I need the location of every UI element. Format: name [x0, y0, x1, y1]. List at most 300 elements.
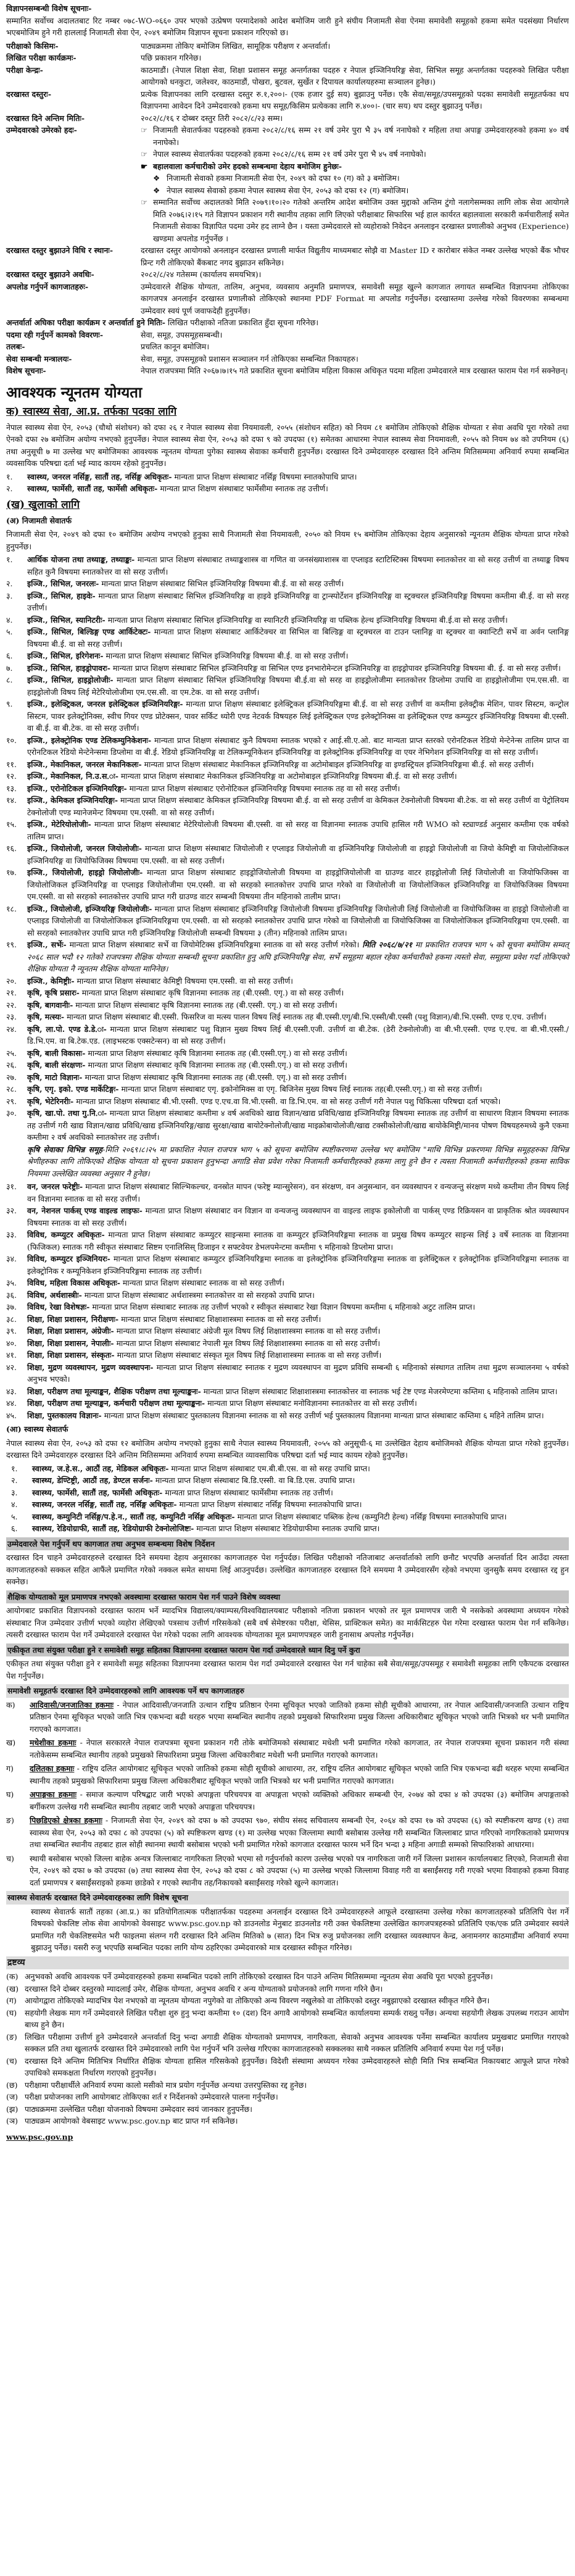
item-body — [32, 1511, 569, 1523]
qualification-item — [6, 999, 569, 1012]
qualification-item — [6, 1011, 569, 1023]
item-description: मान्यता प्राप्त शिक्षण संस्थाबाट बी.एस्सी. फिसरिज वा मत्स्य पालन विषय लिई स्नातक तह बी.एस्सी.एगृ/बी.भि.एस्सी/बी.एस्सी (पशु विज्ञान)/बी.भि.एस्सी. एण्ड ए.एच. उत्तीर्ण। — [67, 1012, 547, 1021]
notice-intro: सम्मानित सर्वोच्च अदालतबाट रिट नम्बर ०७८-WO-०६६० उपर भएको उत्प्रेषण परमादेशको आदेश बमोजिम जारी हुने संघीय निजामती सेवा ऐनमा समावेशी समूहको हकमा समेत पदसंख्या निर्धारण भएबमोजिम हुने गरी हाललाई निजामती सेवा ऐन, २०४९ बमोजिम विज्ञापन सूचना प्रकाशन गरिएको छ। — [6, 15, 569, 37]
item-title: इञ्जि., सिभिल, हाइड्रोपावरः- — [27, 663, 110, 673]
notice-fields-2 — [6, 244, 569, 317]
item-title: स्वास्थ्य, फार्मेसी, सातौं तह, फार्मेसी अधिकृतः- — [27, 484, 158, 493]
field-label: परीक्षाको किसिमः- — [6, 41, 59, 51]
item-body — [27, 578, 569, 590]
item-description: - नेपाल आदिवासी/जनजाति उत्थान राष्ट्रिय प्रतिष्ठान ऐनमा सूचिकृत भएको जातिको हकमा सोही सूचीको आधारमा, तर नेपाल आदिवासी/जनजाति उत्थान राष्ट्रिय प्रतिष्ठान ऐनमा सूचिकृत भएको जाति भित्र एकभन्दा बढी थरहरु भएमा सम्बन्धित स्थानीय तहको प्रमुखको सिफारिशमा प्रमुख जिल्ला अधिकारीबाट सूचिकृत भएको जाति भित्रको थर भनी प्रमाणित गराएको कागजात। — [30, 1700, 569, 1734]
age-sub-list — [153, 172, 569, 196]
field-label: दरखास्त दस्तुर बुझाउने विधि र स्थानः- — [6, 246, 114, 255]
item-number: १. — [6, 555, 13, 564]
item-number: १५. — [6, 820, 17, 829]
item-number: १४. — [6, 796, 17, 805]
item-description: मान्यता प्राप्त शिक्षण संस्थाबाट संस्कृत मूल विषय लिई शिक्षाशास्त्रमा स्नातक वा सो सरह उत्तीर्ण। — [117, 1350, 382, 1360]
pointing-hand-icon: ☞ — [141, 125, 148, 135]
qualification-item — [6, 674, 569, 698]
qualification-item — [6, 1763, 569, 1787]
item-title: विविध, कम्प्युटर अधिकृतः- — [27, 1230, 105, 1239]
qualification-item — [11, 1498, 569, 1511]
note-label: (ज) — [6, 2092, 19, 2101]
item-title: आदिवासी/जनजातिका हकमाः — [30, 1700, 114, 1710]
note-item — [6, 2115, 569, 2127]
field-value: सेवा, समूह, उपसमूहसम्बन्धी। — [141, 330, 223, 339]
item-number: २. — [11, 1476, 18, 1485]
item-number: २५. — [6, 1048, 17, 1058]
item-title: इञ्जि., सिभिल, बिल्डिङ्ग एण्ड आर्किटेक्टः- — [27, 627, 151, 636]
item-body — [27, 999, 569, 1012]
field-label: लिखित परीक्षा कार्यक्रमः- — [6, 53, 77, 62]
qualification-item — [6, 1397, 569, 1410]
item-description: - समाज कल्याण परिषद्बाट जारी भएको अपाङ्गता परिचयपत्र वा अपाङ्गता भएको व्यक्तिको अधिकार सम्बन्धी ऐन, २०७४ को दफा ४ को उपदफा (३) बमोजिम अपाङ्गताको बर्गीकरण उल्लेख गरी सम्बन्धित स्थानीय तहबाट जारी भएको अपाङ्गता परिचयपत्र। — [30, 1790, 569, 1811]
item-body — [30, 1699, 569, 1735]
note-item — [6, 2007, 569, 2031]
item-number: ४३. — [6, 1386, 17, 1396]
item-title: वन, नेशनल पार्कस् एण्ड वाइल्ड लाइफः- — [27, 1206, 143, 1215]
item-description: मान्यता प्राप्त शिक्षण संस्थाबाट कम्प्युटर इञ्जिनियरिङ्गमा स्नातक वा इलेक्ट्रोनिक इञ्जिनियरिङ्गमा स्नातक वा इलेक्ट्रिकल र इलेक्ट्रोनिक इञ्जिनियरिङ्गमा स्नातक वा इलेक्ट्रोनिक र कम्यूनिकेशन इञ्जिनियरिङ्गमा स्नातक तह उत्तीर्ण। — [27, 1254, 569, 1276]
age-limit-label: उम्मेदवारको उमेरको हदः- — [6, 125, 77, 135]
item-number: ३६. — [6, 1290, 17, 1300]
item-description: मान्यता प्राप्त शिक्षण संस्थाबाट बि.डि.एस्सी. वा बि.डि.एस. उपाधि प्राप्त। — [155, 1476, 355, 1485]
note-item — [6, 2103, 569, 2116]
qualification-item — [6, 783, 569, 795]
item-number: २७. — [6, 1072, 17, 1082]
item-title: कृषि, बाली विकासः- — [27, 1048, 86, 1058]
psc-website-link[interactable]: www.psc.gov.np — [6, 2132, 73, 2142]
item-description: मान्यता प्राप्त शिक्षण संस्थाबाट कम्तीमा ४ वर्ष अवधिको खाद्य विज्ञान/खाद्य प्रविधि/खाद्य इञ्जिनियरिङ्ग विषयमा स्नातक तह उत्तीर्ण वा साधारण विज्ञान विषयमा स्नातक तह उत्तीर्ण गरी खाद्य विज्ञान/खाद्य प्रविधि/खाद्य इञ्जिनियरिङ्ग/खाद्य सुरक्षा/खाद्य बायोटेक्नोलोजी/खाद्य माइक्रोबायोलोजी/खाद्य टक्सीकोलोजी/खाद्य बायोकेमिष्ट्री/मानव पोषण विषयहरुमध्ये कुनै एकमा कम्तीमा २ वर्ष अवधिको स्नातकोत्तर तह उत्तीर्ण। — [27, 1108, 569, 1142]
item-number: ३४. — [6, 1254, 17, 1263]
notice-field-row — [6, 52, 569, 64]
item-description: मान्यता प्राप्त शिक्षण संस्थाबाट शिक्षाशास्त्रमा स्नातक वा सो सरह उत्तीर्ण। — [121, 1314, 321, 1324]
qualification-item — [6, 975, 569, 987]
item-title: विविध, महिला विकास अधिकृतः- — [27, 1278, 120, 1287]
item-title: शिक्षा, परीक्षण तथा मूल्याङ्कन, कर्मचारी परीक्षण तथा मूल्याङ्कनः- — [27, 1398, 205, 1408]
note-label: (ङ) — [6, 2032, 17, 2042]
note-text: पाठ्यक्रममा उल्लेखित परीक्षा योजनाको विषयमा उम्मेदवार स्वयं जानकार हुनुपर्नेछ। — [25, 2104, 252, 2114]
item-number: ५. — [6, 627, 13, 636]
item-body — [27, 1083, 569, 1095]
item-number: ३१. — [6, 1182, 17, 1191]
item-description: मान्यता प्राप्त शिक्षण संस्थाबाट अंग्रेजी मूल विषय लिई शिक्षाशास्त्रमा स्नातक वा सो सरह उत्तीर्ण। — [116, 1326, 381, 1336]
qualification-item — [6, 1059, 569, 1071]
item-title: विविध, कम्प्युटर इञ्जिनियरः- — [27, 1254, 110, 1263]
item-title: इञ्जि., केमिकल इञ्जिनियरिङ्गः- — [27, 796, 118, 805]
item-title: इञ्जि., मेटेरियोलोजीः- — [27, 820, 91, 829]
item-title: स्वास्थ्य, रेडियोग्राफी, सातौं तह, रेडियोग्राफी टेक्नोलोजिष्टः- — [32, 1524, 194, 1533]
item-number: ३३. — [6, 1230, 17, 1239]
item-description: मान्यता प्राप्त शिक्षण संस्थाबाट इञ्जिनियरिङ्ग जियोलोजी विषयमा इञ्जिनियरिङ्ग जियोलोजी लिई जियोलोजी वा जियोफिजिक्स वा हाइड्रो जियोलोजी वा एप्लाइड जियोलोजी वा जियोलोजिकल इञ्जिनियरिङ्गमा एम.एस्सी. वा सो सरहको स्नातकोत्तर उपाधि प्राप्त गरेको वा जियोलोजी वा जियोफिजिक्स वा जियोलोजिकल इञ्जिनियरिङ्गमा एम.एस्सी. वा सो सरहको स्नातकोत्तर उपाधि प्राप्त गरी इञ्जिनियरिङ्ग जियोलोजी सम्बन्धी विषयमा ३ (तीन) महिनाको तालिम प्राप्त। — [27, 904, 569, 937]
qualification-item — [6, 1361, 569, 1386]
notes-heading: द्रष्टव्य — [6, 1956, 569, 1970]
note-label: (घ) — [6, 2008, 17, 2017]
note-text: दरखास्त दिने अन्तिम मितिभित्र निर्धारित शैक्षिक योग्यता हासिल गरिसकेको हुनुपर्नेछ। विदेशी संस्थामा अध्ययन गरेका उम्मेदवारहरुले सोही मिति भित्र सम्बन्धित निकायबाट आफूले प्राप्त गरेको उपाधिको समकक्षता निर्धारण गराएको हुनुपर्नेछ। — [25, 2056, 569, 2077]
notice-field-row — [6, 341, 569, 353]
item-description: मान्यता प्राप्त शिक्षण संस्थाबाट एम.बी.बी.एस. वा सो सरह उपाधि प्राप्त। — [171, 1463, 370, 1473]
field-label: विशेष सूचनाः- — [6, 366, 46, 375]
item-body — [27, 866, 569, 903]
qualification-item — [6, 1095, 569, 1108]
notice-field-row — [6, 281, 569, 317]
qualification-item — [6, 698, 569, 734]
item-number: १७. — [6, 868, 17, 877]
section-ka-heading: क) स्वास्थ्य सेवा, आ.प्र. तर्फका पदका लागि — [6, 405, 177, 418]
notice-title: विज्ञापनसम्बन्धी विशेष सूचनाः- — [6, 4, 92, 13]
item-description: मान्यता प्राप्त शिक्षण संस्थाबाट एरोनोटिकल इञ्जिनियरिङ्ग विषयमा स्नातक तह वा सो सरह उत्तीर्ण। — [129, 783, 400, 793]
item-description: मान्यता प्राप्त शिक्षण संस्थाबाट मेकानिकल इञ्जिनियरिङ्ग वा अटोमोबाइल इञ्जिनियरिङ्ग वा इण्डस्ट्रियल इञ्जिनियरिङ्गमा बी.ई. सो सरह उत्तीर्ण। — [144, 759, 534, 769]
note-label: (च) — [6, 2056, 17, 2066]
item-body — [27, 1397, 569, 1410]
item-title: इञ्जि., जियोलोजी, इञ्जियरिङ्ग जियोलोजीः- — [27, 904, 152, 913]
item-note-title: मिति २०६८/७/२१ — [362, 940, 413, 949]
qualification-heading: आवश्यक न्यूनतम योग्यता — [6, 383, 143, 401]
item-number: च) — [6, 1853, 14, 1863]
item-number: ६. — [6, 651, 13, 660]
field-label: अपलोड गर्नुपर्ने कागजातहरुः- — [6, 281, 89, 291]
item-number: ४१. — [6, 1350, 17, 1360]
qualification-item — [6, 1071, 569, 1084]
item-number: ३५. — [6, 1278, 17, 1287]
item-title: कृषि, ला.पो. एण्ड डे.डे.ः- — [27, 1024, 107, 1034]
item-body — [27, 1313, 569, 1326]
notes-list — [6, 1971, 569, 2127]
item-body — [27, 1277, 569, 1289]
item-number: ९. — [6, 699, 13, 708]
item-title: स्वास्थ्य, फार्मेसी, सातौं तह, फार्मेसी अधिकृतः- — [32, 1487, 163, 1497]
item-title: इञ्जि., सिभिल, स्यानिटरीः- — [27, 615, 105, 625]
item-number: ११. — [6, 759, 17, 769]
qualification-item — [6, 1337, 569, 1350]
qualification-item — [6, 734, 569, 758]
note-item — [6, 2079, 569, 2092]
section-kha-heading: (ख) खुलाको लागि — [6, 498, 80, 511]
item-body — [27, 758, 569, 771]
item-number: ३९. — [6, 1326, 17, 1336]
item-number: २१. — [6, 988, 17, 997]
item-body — [30, 1737, 569, 1761]
item-title: शिक्षा, पुस्तकालय विज्ञानः- — [27, 1410, 102, 1420]
item-body — [32, 1474, 569, 1487]
item-description: मान्यता प्राप्त शिक्षण संस्थाबाट आर्किटेक्चर वा सिभिल वा बिल्डिङ्ग वा स्ट्रक्चरल वा टाउन प्लानिङ्ग वा स्ट्रक्चर वा क्वान्टिटी सर्भे वा अर्वन प्लानिङ्ग विषयमा बी.ई. वा सो सरह उत्तीर्ण। — [27, 627, 569, 649]
item-number: ख) — [6, 1738, 16, 1747]
item-description: मान्यता प्राप्त शिक्षण संस्थाबाट कम्प्युटर साइन्समा स्नातक वा कम्प्युटर इञ्जिनियरिङ्गमा स्नातक वा प्रमुख विषय कम्प्युटर साइन्स लिई ३ वर्षे स्नातक वा विज्ञानमा (फिजिकल) स्नातक गरी स्वीकृत संस्थाबाट सिष्टम एनालिसिस् डिजाइन र सफ्टवेयर डेभलपमेन्टमा कम्तीमा ९ महिनाको डिप्लोमा प्राप्त। — [27, 1230, 569, 1252]
item-description: मान्यता प्राप्त शिक्षण संस्थाबाट कृषि विज्ञानमा स्नातक तह (बी.एस्सी. एगृ.) वा सो सरह उत्तीर्ण। — [75, 1000, 337, 1010]
item-title: स्वास्थ्य, जनरल नर्सिङ्ग, सातौं तह, नर्सिङ्ग अधिकृतः- — [27, 472, 172, 481]
item-title: शिक्षा, शिक्षा प्रशासन, निरीक्षणः- — [27, 1314, 119, 1324]
item-title: इञ्जि., जियोलोजी, हाइड्रो जियोलोजीः- — [27, 868, 143, 877]
qualification-item — [6, 1229, 569, 1253]
item-body — [27, 1205, 569, 1229]
item-description: मान्यता प्राप्त शिक्षण संस्थाबाट सिभिल इञ्जिनियरिङ्ग विषयमा बी.ई. वा सो सरह उत्तीर्ण। — [105, 651, 349, 660]
item-body — [27, 554, 569, 578]
item-description: मान्यता प्राप्त शिक्षण संस्थाबाट कुनै विषयमा स्नातक भएको र आई.सी.ए.ओ. बाट मान्यता प्राप्त स्तरको एरोनटिकल रेडियो मेन्टेनेन्स तालिम प्राप्त वा एरोनटिकल रेडियो मेन्टेनेन्समा डिप्लोमा वा बी.ई. रेडियो इञ्जिनियरिङ्ग वा टेलिकम्यूनिकेशन इञ्जिनियरिङ्ग वा इलेक्ट्रोनिक इञ्जिनियरिङ्ग वा एयर नेभिगेशन इञ्जिनियरिङ्ग वा सो सरह उत्तीर्ण। — [27, 735, 569, 757]
item-number: ३७. — [6, 1302, 17, 1311]
item-description: मान्यता प्राप्त शिक्षण संस्थाबाट मनोविज्ञानमा स्नातकोत्तर वा सो सरह उत्तीर्ण। — [207, 1398, 417, 1408]
health-notice-heading: स्वास्थ्य सेवातर्फ दरखास्त दिने उम्मेदवारहरुका लागि विशेष सूचना — [6, 1891, 569, 1905]
item-body — [32, 1523, 569, 1535]
qualification-item — [6, 1789, 569, 1813]
item-description: मान्यता प्राप्त शिक्षण संस्थाबाट शिक्षाशास्त्रमा स्नातकोत्तर वा स्नातक भई टेष्ट एण्ड मेजरमेण्टमा कम्तिमा ६ महिनाको तालिम प्राप्त। — [203, 1386, 558, 1396]
field-value: पाठ्यक्रममा तोकिए बमोजिम लिखित, सामूहिक परीक्षण र अन्तर्वार्ता। — [141, 41, 331, 51]
item-number: ङ) — [6, 1816, 14, 1825]
item-body — [27, 1253, 569, 1277]
note-item — [6, 1971, 569, 1983]
field-label: तलबः- — [6, 342, 25, 351]
qualification-item — [11, 1487, 569, 1499]
field-value: उम्मेदवारले शैक्षिक योग्यता, तालिम, अनुभव, व्यवसाय अनुमति प्रमाणपत्र, समावेशी समूह खुल्ने कागजात लगायत सम्बन्धित विज्ञापनमा तोकिएका कागजपत्र अनलाईन दरखास्त प्रणालीको तोकिएको स्थानमा PDF Format मा अपलोड गर्नुपर्नेछ। दरखास्तमा उल्लेख गरेको विवरणका सम्बन्धमा उम्मेदवार स्वयं पूर्ण जवाफदेही हुनुपर्नेछ। — [141, 281, 569, 315]
note-label: (छ) — [6, 2080, 18, 2090]
qualification-item — [6, 614, 569, 626]
item-description: - नेपाल सरकारले नेपाल राजपत्रमा सूचना प्रकाशन गरी तोके बमोजिमको संस्थाबाट मधेशी भनी प्रमाणित गरेको कागजात, तर नेपाल राजपत्रमा सूचना प्रकाशन गरी संस्था नतोकेसम्म सम्बन्धित स्थानीय तहको प्रमुखको सिफारिशमा प्रमुख जिल्ला अधिकारीबाट मधेशी भनी प्रमाणित गराएको कागजात। — [30, 1738, 569, 1760]
item-title: इञ्जि., इलेक्ट्रोनिक एण्ड टेलिकम्युनिकेशनः- — [27, 735, 152, 745]
item-body — [27, 1325, 569, 1337]
note-label: (ञ) — [6, 2116, 19, 2125]
qualification-item — [6, 1253, 569, 1277]
qualification-item — [6, 1325, 569, 1337]
age-bullet: ☞ नेपाल स्वास्थ्य सेवातर्फका पदहरुको हकमा २०८२/८/१६ सम्म २१ वर्ष उमेर पुरा भै ४५ वर्ष ननाघेको। — [141, 148, 569, 160]
field-value: सेवा, समूह, उपसमूहको प्रशासन सञ्चालन गर्न तोकिएका सम्बन्धित निकायहरु। — [141, 354, 358, 364]
item-body — [27, 1386, 569, 1398]
item-number: क) — [6, 1700, 15, 1710]
note-label: (ख) — [6, 1984, 19, 1993]
item-body — [27, 674, 569, 698]
item-number: ३८. — [6, 1314, 17, 1324]
note-text: पाठ्यक्रम आयोगको वेबसाइट www.psc.gov.np बाट प्राप्त गर्न सकिनेछ। — [25, 2116, 238, 2125]
qualification-item — [6, 1301, 569, 1313]
item-body — [30, 1789, 569, 1813]
qualification-item — [6, 662, 569, 675]
qualification-item — [11, 1523, 569, 1535]
item-title: स्वास्थ्य, जनरल नर्सिङ्ग, सातौं तह, नर्सिङ्ग अधिकृतः- — [32, 1500, 177, 1509]
item-title: अपाङ्गका हकमाः — [30, 1790, 77, 1799]
qualification-item — [6, 471, 569, 483]
item-title: स्वास्थ्य, कम्युनिटी नर्सिङ्ग/प.हे.न., सातौं तह, कम्युनिटी नर्सिङ्ग अधिकृतः- — [32, 1511, 235, 1521]
item-description: मान्यता प्राप्त शिक्षण संस्थाबाट स्नातक वा सो सरह उत्तीर्ण। — [122, 1278, 284, 1287]
item-title: इञ्जि., जियोलोजी, जनरल जियोलोजीः- — [27, 844, 142, 853]
item-number: ४४. — [6, 1398, 17, 1408]
item-title: कृषि, मत्स्यः- — [27, 1012, 65, 1021]
field-label: दरखास्त दस्तुरः- — [6, 89, 52, 99]
notice-fields — [6, 40, 569, 125]
item-title: शिक्षा, मुद्रण व्यवस्थापन, मुद्रण व्यवस्थापनः- — [27, 1362, 154, 1372]
field-value: नेपाल राजपत्रमा मिति २०६७।७।१५ गते प्रकाशित सूचना बमोजिम महिला विकास अधिकृत पदमा महिला उम्मेदवारले मात्र दरखास्त फाराम पेश गर्न सक्नेछन्। — [141, 366, 568, 375]
item-number: १६. — [6, 844, 17, 853]
qualification-item — [6, 1107, 569, 1144]
field-value: दरखास्त दस्तुर आयोगको अनलाइन दरखास्त प्रणाली मार्फत विद्युतीय माध्यमबाट सोझै वा Master ID र कारोबार संकेत नम्बर उल्लेख भएको बैंक भौचर प्रिन्ट गरी तोकिएको बैंकबाट नगद बुझाउन सकिनेछ। — [141, 246, 569, 267]
item-body — [27, 975, 569, 987]
certificate-body: आयोगबाट प्रकाशित विज्ञापनको दरखास्त फाराम भर्ने म्यादभित्र विद्यालय/क्याम्पस/विश्वविद्यालयबाट परीक्षाको नतिजा प्रकाशन भएको तर मूल प्रमाणपत्र जारी भै नसकेको अवस्थामा अध्ययन गरेको संस्थाबाट निज उम्मेदवार उत्तीर्ण भएको व्यहोरा लेखिएको पत्रसाथ उत्तीर्ण गरिसकेको (सबै वर्ष सेमेष्टरका परीक्षा, थेसिस, प्राक्टिकल समेत) का मार्कसिटहरु पेश गरेमा दरखास्त फाराम पेश गर्न सकिनेछ। त्यसरी दरखास्त फाराम पेश गर्ने उम्मेदवारले दरखास्त पेश गरेको पदका लागि आवश्यक योग्यताका मूल प्रमाणपत्रहरु जारी हुनासाथ अपलोड गर्नुपर्नेछ। — [6, 1606, 569, 1639]
qualification-item — [11, 1474, 569, 1487]
item-title: कृषि, कृषि प्रसारः- — [27, 988, 80, 997]
health-service-heading: (आ) स्वास्थ्य सेवातर्फ — [6, 1424, 68, 1434]
item-body — [27, 483, 569, 495]
qualification-item — [11, 1463, 569, 1475]
field-label: दरखास्त दिने अन्तिम मितिः- — [6, 113, 85, 123]
item-body — [27, 1047, 569, 1060]
item-description: - राष्ट्रिय दलित आयोगबाट सूचिकृत भएको जातिको हकमा सोही सूचीको आधारमा, तर, राष्ट्रिय दलित आयोगबाट सूचिकृत भएको जाति भित्र एकभन्दा बढी थरहरु भएमा सम्बन्धित स्थानीय तहको प्रमुखको सिफारिशमा प्रमुख जिल्ला अधिकारीबाट सूचिकृत भएको जाति भित्रको थर भनी प्रमाणित गराएको कागजात। — [30, 1764, 569, 1785]
item-description: मान्यता प्राप्त शिक्षण संस्थाबाट कृषि विज्ञानमा स्नातक तह (बी.एस्सी. एगृ.) वा सो सरह उत्तीर्ण। — [85, 1072, 347, 1082]
item-number: ४०. — [6, 1338, 17, 1348]
qualification-item — [6, 1410, 569, 1422]
qualification-item — [6, 1205, 569, 1229]
item-title: इञ्जि., मेकानिकल, नि.उ.स.ः- — [27, 771, 118, 781]
note-item — [6, 2055, 569, 2079]
note-text: सहयोगी लेखक माग गर्ने उम्मेदवारले लिखित परीक्षा शुरु हुनु भन्दा कम्तीमा १० (दश) दिन अगावै आयोगको सम्बन्धित कार्यालयमा सम्पर्क राख्नु पर्नेछ। अन्यथा सहयोगी लेखक उपलब्ध गराउन आयोग बाध्य हुने छैन। — [25, 2008, 569, 2029]
note-text: परीक्षा प्रयोजनका लागि आयोगबाट तोकिएका शर्त र निर्देशनको उम्मेदवारले पालना गर्नुपर्नेछ। — [25, 2092, 278, 2101]
item-description: मान्यता प्राप्त शिक्षण संस्थाबाट सिभिल इञ्जिनियरिङ्ग वा स्यानिटरी इञ्जिनियरिङ्ग वा पब्लिक हेल्थ इञ्जिनियरिङ्ग विषयमा बी.ई.वा सो सरह उत्तीर्ण। — [107, 615, 508, 625]
agri-note: कृषि सेवाका विभिन्न समूह-मिति २०६९।८।२५ मा प्रकाशित नेपाल राजपत्र भाग ५ को सूचना बमोजिम स्पष्टीकरणमा उल्लेख भए बमोजिम "माथि विभिन्न प्रकरणमा विभिन्न समूहहरुका विभिन्न श्रेणीहरुका लागि तोकिएको शैक्षिक योग्यता यो सूचना प्रकाशन हुनुभन्दा अगाडि सेवा प्रवेश गरेका निजामती कर्मचारीहरुको हकमा लागु हुने छैन र त्यस्ता निजामती कर्मचारीहरुको हकमा साविक नियममा उल्लेखित व्यवस्था अनुसार नै हुनेछ। — [27, 1144, 569, 1178]
item-title: इञ्जि., मेकानिकल, जनरल मेकानिकलः- — [27, 759, 142, 769]
qualification-item — [6, 1277, 569, 1289]
item-body — [27, 698, 569, 734]
qualification-item — [6, 1313, 569, 1326]
item-body — [27, 1071, 569, 1084]
item-number: ४. — [11, 1500, 18, 1509]
field-label: सेवा सम्बन्धी मन्त्रालयः- — [6, 354, 72, 364]
qualification-item — [6, 818, 569, 842]
item-number: ५. — [11, 1511, 18, 1521]
item-description: मान्यता प्राप्त शिक्षण संस्थाबाट मेकानिकल इञ्जिनियरिङ्ग वा अटोमोबाइल इञ्जिनियरिङ्ग विषयमा बी.ई. वा सो सरह उत्तीर्ण। — [120, 771, 457, 781]
item-number: २०. — [6, 976, 17, 986]
item-description: मान्यता प्राप्त शिक्षण संस्थाबाट सिभिल इञ्जिनियरिङ्ग वा सिभिल एण्ड इनभारोमेन्टल इञ्जिनियरिङ्ग वा हाइड्रोपावर इञ्जिनियरिङ्ग विषयमा बी. ई. वा सो सरह उत्तीर्ण। — [112, 663, 561, 673]
item-body — [27, 794, 569, 818]
diamond-bullet-icon: ❖ — [153, 173, 160, 183]
section-ka-list — [6, 471, 569, 495]
item-description: मान्यता प्राप्त शिक्षण संस्थाबाट केमिष्ट्री विषयमा एम.एस्सी. वा सो सरह उत्तीर्ण। — [77, 976, 294, 986]
notice-field-row — [6, 353, 569, 365]
qualification-item — [6, 1349, 569, 1361]
item-title: इञ्जि., केमिष्ट्रीः- — [27, 976, 75, 986]
note-text: आयोगद्वारा तोकिएको म्यादभित्र पेश नभएको वा न्यूनतम योग्यता नपुगेको वा तोकिएको अन्य विवरण नखुलेको वा तोकिएको दस्तुर नबुझाएको दरखास्त स्वीकृत गरिने छैन। — [25, 1996, 490, 2005]
notice-field-row — [6, 112, 569, 125]
item-title: कृषि, खा.पो. तथा गु.नि.ः- — [27, 1108, 107, 1118]
item-body — [27, 818, 569, 842]
item-number: २८. — [6, 1084, 17, 1094]
age-limit-list — [141, 124, 569, 172]
notice-field-row — [6, 365, 569, 377]
notice-fields-3 — [6, 329, 569, 377]
item-body — [27, 1095, 569, 1108]
item-body — [27, 1410, 569, 1422]
item-number: ४५. — [6, 1410, 17, 1420]
notice-field-row — [6, 244, 569, 268]
item-body — [27, 1107, 569, 1144]
item-body — [27, 662, 569, 675]
item-description: मान्यता प्राप्त शिक्षण संस्थाबाट कृषि विज्ञानमा स्नातक तह (बी.एस्सी. एगृ.) वा सो सरह उत्तीर्ण। — [81, 988, 344, 997]
item-title: पिछडिएको क्षेत्रका हकमाः — [30, 1816, 102, 1825]
item-body — [27, 1229, 569, 1253]
item-body — [27, 650, 569, 662]
item-body — [27, 614, 569, 626]
item-body — [27, 1301, 569, 1313]
item-number: ग) — [6, 1764, 14, 1773]
item-title: इञ्जि., सिभिल, हाइड्रोलोजीः- — [27, 675, 114, 684]
field-label: पदमा रही गर्नुपर्ने कामको विवरणः- — [6, 330, 104, 339]
item-number: ३. — [11, 1487, 18, 1497]
qualification-item — [6, 650, 569, 662]
note-label: (ग) — [6, 1996, 17, 2005]
item-body — [27, 1181, 569, 1205]
item-number: १०. — [6, 735, 17, 745]
qualification-item — [6, 1083, 569, 1095]
qualification-item — [6, 939, 569, 975]
item-title: इञ्जि., एरोनोटिकल इञ्जिनियरिङ्गः- — [27, 783, 127, 793]
item-description: मान्यता प्राप्त शिक्षण संस्थाबाट सर्भे वा जियोमेटिक्स इञ्जिनियरिङ्गमा स्नातक वा सो सरह उत्तीर्ण गरेको। — [69, 940, 360, 949]
item-body — [27, 903, 569, 939]
qualification-item — [6, 1853, 569, 1889]
age-bullet: ☞ सम्मानित सर्वोच्च अदालतको मिति २०७९।१०।२० गतेको अन्तरिम आदेश बमोजिम उक्त मुद्दाको अन्तिम टुंगो नलागेसम्मका लागि लोक सेवा आयोगले मिति २०७६।२।१५ गते विज्ञापन प्रकाशन गरी स्थानीय तहका लागि लिएको परीक्षाबाट सिफारिस भई हाल कार्यरत बहालवाला सरकारी कर्मचारीलाई समेत निजामती सेवाका विज्ञापित पदमा उमेर हद लाग्ने छैन । यस्ता उम्मेदवारले सो व्यहोराको निवेदन अनलाइन दरखास्त प्रणालीको अनुभव (Experience) खण्डमा अपलोड गर्नुपर्नेछ । — [141, 196, 569, 244]
item-title: स्वास्थ्य, डेण्टिष्ट्री, आठौं तह, डेण्टल सर्जनः- — [32, 1476, 153, 1485]
item-title: इञ्जि., सर्भेः- — [27, 940, 67, 949]
qualification-item — [6, 1023, 569, 1047]
item-description: मान्यता प्राप्त शिक्षण संस्थाबाट वन विज्ञान वा वन्यजन्तु व्यवस्थापन वा वाइल्ड लाइफ इकोलोजी वा पार्कस् एण्ड रिक्रियसन वा प्राकृतिक श्रोत व्यवस्थापन विषयमा स्नातक वा सो सरह उत्तीर्ण। — [27, 1206, 569, 1228]
item-body — [27, 590, 569, 614]
item-description: मान्यता प्राप्त शिक्षण संस्थाबाट मेटेरियोलोजी विषयमा बी.एस्सी. वा सो सरह वा विज्ञानमा स्नातक उपाधि हासिल गरी WMO को स्ट्याण्डर्ड अनुसार कम्तीमा एक वर्षको तालिम प्राप्त। — [27, 820, 569, 841]
item-body — [32, 1487, 569, 1499]
notice-field-row — [6, 64, 569, 88]
item-body — [30, 1853, 569, 1889]
item-description: मान्यता प्राप्त शिक्षण संस्थाबाट स्नातक र मुद्रण व्यवस्थापन वा मुद्रण प्रविधि सम्बन्धी ६ महिनाको संस्थागत तालिम तथा मुद्रण सञ्चालनमा ५ वर्षको अनुभव भएको। — [27, 1362, 569, 1384]
inclusive-heading: समावेशी समूहतर्फ दरखास्त दिने उम्मेदवारहरुको लागि आवश्यक पर्ने थप कागजातहरु — [6, 1684, 569, 1698]
item-description: मान्यता प्राप्त शिक्षण संस्थाबाट बी.भी.एस्सी. एण्ड ए.एच.वा वि.भी.एस्सी. वा डि.भि.एम. वा सो सरह उत्तीर्ण गरी नेपाल पशु चिकित्सा परिषद्मा दर्ता भएको। — [76, 1096, 501, 1106]
item-body — [27, 1337, 569, 1350]
pointing-hand-icon: ☛ — [141, 161, 148, 171]
note-text: लिखित परीक्षामा उत्तीर्ण हुने उम्मेदवारले अन्तर्वार्ता दिनु भन्दा अगाडी शैक्षिक योग्यताको प्रमाणपत्र, नागरिकता, सेवाको अनुभव आवश्यक पर्नेमा सम्बन्धित कार्यालय प्रमुखबाट प्रमाणित गराएको सक्कल प्रति तथा खुलातर्फ दरखास्त दिने उम्मेदवारको लागि पेश गर्नुपर्ने भनि उल्लेख गरिएका कागजातहरुको सक्कलका साथै नक्कल प्रतिलिपि अनिवार्य रुपमा पेश गर्नु पर्नेछ। — [25, 2032, 569, 2053]
item-body — [27, 471, 569, 483]
qualification-item — [6, 1181, 569, 1205]
field-value: २०८२/८/२४ गतेसम्म (कार्यालय समयभित्र)। — [141, 270, 262, 279]
item-number: २४. — [6, 1024, 17, 1034]
item-number: १८. — [6, 904, 17, 913]
item-body — [27, 987, 569, 999]
item-body — [27, 734, 569, 758]
age-bullet: ☞ निजामती सेवातर्फका पदहरुको हकमा २०८२/८/१६ सम्म २१ वर्ष उमेर पुरा भै ३५ वर्ष ननाघेको र महिला तथा अपाङ्ग उम्मेदवारहरुको हकमा ४० वर्ष ननाघेको। — [141, 124, 569, 148]
item-description: मान्यता प्राप्त शिक्षण संस्थाबाट जियोलोजी र एप्लाइड जियोलोजी वा इञ्जिनियरिङ्ग जियोलोजी वा हाइड्रो जियोलोजी वा जियो केमिष्ट्री वा जियोलोजिकल इञ्जिनियरिङ्ग वा जियोफिजिक्स विषयमा एम.एस्सी. वा सो सरह उत्तीर्ण। — [27, 844, 569, 865]
item-title: शिक्षा, परीक्षण तथा मूल्याङ्कन, शैक्षिक परीक्षण तथा मूल्याङ्कनः- — [27, 1386, 201, 1396]
item-description: मान्यता प्राप्त शिक्षण संस्थाबाट सिभिल इञ्जिनियरिङ्ग विषयमा बी.ई.वा सो सरह वा हाइड्रोलोजीमा स्नातकोत्तर डिप्लोमा उपाधि वा हाइड्रोलोजीमा एम.एस.सी. वा हाइड्रोलोजी विषय लिई मेटेरियोलोजीमा एम.एस.सी. वा एम.टेक. वा सो सरह उत्तीर्ण। — [27, 675, 569, 697]
item-body — [27, 783, 569, 795]
item-description: मान्यता प्राप्त शिक्षण संस्थाबाट कृषि विज्ञानमा स्नातक तह (बी.एस्सी.एगृ.) वा सो सरह उत्तीर्ण। — [88, 1048, 347, 1058]
note-text: परीक्षामा परीक्षार्थीले अनिवार्य रुपमा कालो मसीको मात्र प्रयोग गर्नुपर्नेछ अन्यथा उत्तरपुस्तिका रद्द हुनेछ। — [25, 2080, 307, 2090]
item-description: मान्यता प्राप्त शिक्षण संस्थाबाट केमिकल इञ्जिनियरिङ्ग विषयमा बी.ई. वा सो सरह उत्तीर्ण वा केमिकल टेक्नोलोजी विषयमा बी.टेक. वा सो सरह उत्तीर्ण वा पेट्रोलियम टेक्नोलोजी एण्ड म्यानेजमेन्ट विषयमा एम.एस्सी. वा सो सरह उत्तीर्ण। — [27, 796, 569, 817]
civil-service-intro: निजामती सेवा ऐन, २०४९ को दफा १० बमोजिम अयोग्य नभएको हुनुका साथै निजामती सेवा नियमावली, २०५० को नियम १५ बमोजिम तोकिएका देहाय अनुसारको न्यूनतम शैक्षिक योग्यता प्राप्त गरेको हुनुपर्नेछ। — [6, 530, 569, 551]
item-description: स्थायी बसोबास भएको जिल्ला बाहेक अन्यत्र जिल्लाबाट नागरिकता लिएको भएमा सो गर्नुपर्नाको कारण उल्लेख भएको पत्र नागरिकता जारी गर्ने जिल्ला प्रशासन कार्यालयबाट लिएको, निजामती सेवा ऐन, २०४९ को दफा ७ को उपदफा (७) तथा स्वास्थ्य सेवा ऐन, २०५३ को दफा ८ को उपदफा (५) मा उल्लेख भएको जिल्लामा विवाह गरी वा बसाईंसराइ गरी गएको भएमा विवाहको हकमा विवाह दर्ता प्रमाणपत्र र बसाईंसराइको हकमा छाडेको र गएको स्थानीय तह/निकायको बसाईंसराइ गरेको खुल्ने कागजात। — [30, 1853, 569, 1887]
qualification-item — [6, 1737, 569, 1761]
item-body — [27, 770, 569, 783]
field-label: परीक्षा केन्द्रः- — [6, 65, 43, 75]
pointing-hand-icon: ☞ — [141, 197, 148, 207]
item-title: मधेशीका हकमाः — [30, 1738, 77, 1747]
item-body — [27, 1349, 569, 1361]
note-item — [6, 1983, 569, 1995]
item-body — [27, 1023, 569, 1047]
qualification-item — [6, 578, 569, 590]
item-body — [27, 1289, 569, 1302]
qualification-item — [6, 1699, 569, 1735]
joint-exam-body: एकीकृत तथा संयुक्त परीक्षा हुने र समावेशी समूह सहितका विज्ञापनमा दरखास्त फाराम पेश गर्दा उम्मेदवारले दरखास्त पेश गर्न चाहेका सबै सेवा/समूह/उपसमूह र समावेशी समूहका लागि एकैपटक दरखास्त पेश गर्नुपर्नेछ। — [6, 1659, 569, 1681]
item-note: मा प्रकाशित राजपत्र भाग ५ को सूचना बमोजिम सम्वत् २०६८ साल भदौ १२ गतेको राजपत्रमा शैक्षिक योग्यता सम्बन्धी सूचना प्रकाशित हुनु अघि इञ्जिनियरिङ्ग सेवा, सर्भे समूहमा बहाल रहेका कर्मचारीको हकमा त्यस्तो सेवा, समूहमा प्रवेश गर्दा तोकिएको शैक्षिक योग्यता नै न्यूनतम शैक्षिक योग्यता मानिनेछ। — [27, 940, 569, 973]
item-title: कृषि, एगृ. इको. एण्ड मार्केटिङ्गः- — [27, 1084, 119, 1094]
item-number: १९. — [6, 940, 17, 949]
item-description: - निजामती सेवा ऐन, २०४९ को दफा ७ को उपदफा ९७०, संघीय संसद सचिवालय सम्बन्धी ऐन, २०६४ को दफा १७ को उपदफा (६) को स्पष्टीकरण खण्ड (१) तथा स्वास्थ्य सेवा ऐन, २०५३ को दफा ८ को उपदफा (५) को स्पष्टिकरण खण्ड (१) मा उल्लेख भएका जिल्लामा स्थायी बसोबास उल्लेख गरी सम्बन्धित जिल्लाबाट प्राप्त गरिएको नागरिकताको प्रमाणपत्र तथा सम्बन्धित स्थानीय तहबाट हाल सोही स्थानमा स्थायी बसोबास भएको भनी प्रमाणित गरेको कागजात दरखास्त फारम भर्ने दिन भन्दा ३ महिना अगाडी सम्मको सिफारिशको आधारमा। — [30, 1816, 569, 1849]
health-service-intro: नेपाल स्वास्थ्य सेवा ऐन, २०५३ को दफा १२ बमोजिम अयोग्य नभएको हुनुका साथै नेपाल स्वास्थ्य नियमावली, २०५५ को अनुसूची-६ मा उल्लेखित देहाय बमोजिमको शैक्षिक योग्यता प्राप्त गरेको हुनुपर्नेछ। दरखास्त दिने उम्मेदवारहरु दरखास्त दिने अन्तिम मितिसम्ममा अनिवार्य रुपमा सम्बन्धित व्यावसायिक परिषद्मा दर्ता भई म्याद कायम रहेको हुनुपर्नेछ। — [6, 1438, 569, 1460]
item-title: कृषि, बागवानीः- — [27, 1000, 73, 1010]
qualification-item — [6, 590, 569, 614]
item-number: ३२. — [6, 1206, 17, 1215]
field-label: दरखास्त दस्तुर बुझाउने अवधिः- — [6, 270, 94, 279]
field-value: काठमाडौं। (नेपाल शिक्षा सेवा, शिक्षा प्रशासन समूह अन्तर्गतका पदहरु र नेपाल इञ्जिनियरिङ्ग सेवा, सिभिल समूह अन्तर्गतका पदहरुको लिखित परीक्षा आयोगको धनकुटा, जलेश्वर, काठमाडौं, पोखरा, बुटवल, सुर्खेत र दिपायल कार्यालयहरुमा सञ्चालन हुनेछ।) — [141, 65, 569, 86]
age-limit-field — [6, 124, 569, 244]
